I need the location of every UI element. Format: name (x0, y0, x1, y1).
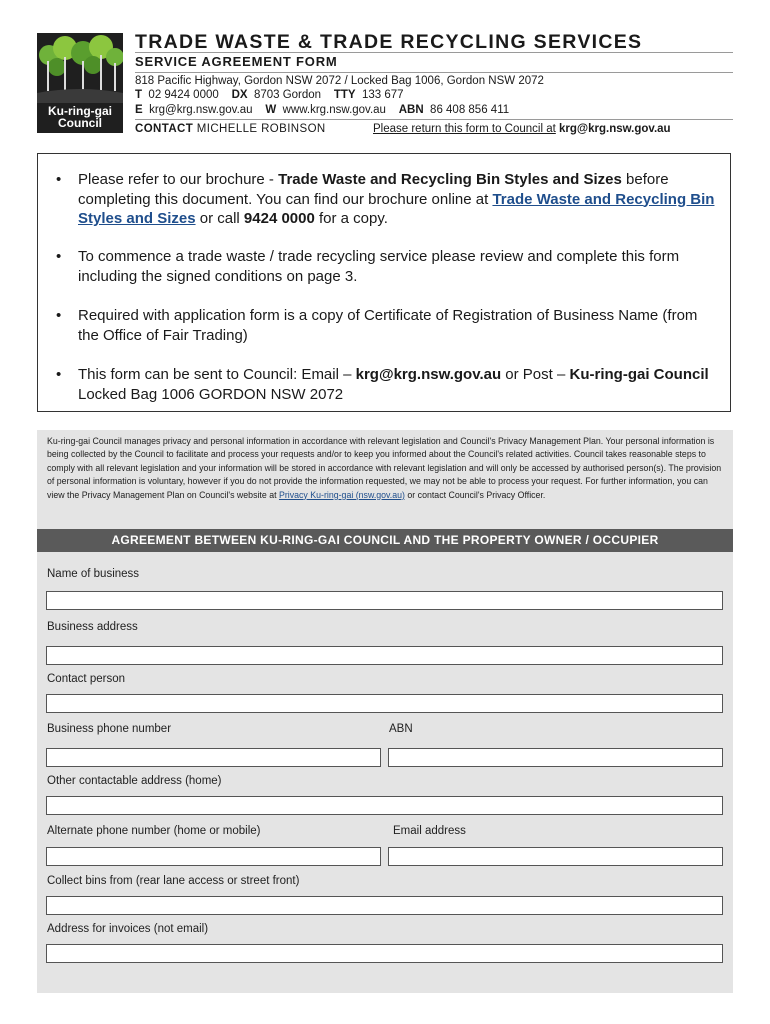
council-address: 818 Pacific Highway, Gordon NSW 2072 / Locked Bag 1006, Gordon NSW 2072 (135, 75, 544, 87)
email-input[interactable] (388, 847, 723, 866)
privacy-link[interactable]: Privacy Ku-ring-gai (nsw.gov.au) (278, 489, 405, 500)
business-name-input[interactable] (46, 591, 723, 610)
agreement-heading: AGREEMENT BETWEEN KU-RING-GAI COUNCIL AND THE PROPERTY OWNER / OCCUPIER (37, 529, 733, 552)
alt-phone-label: Alternate phone number (home or mobile) (47, 825, 261, 837)
trees-icon (37, 33, 123, 103)
subtitle-divider (135, 72, 733, 73)
title-divider (135, 52, 733, 53)
email-label: Email address (393, 825, 466, 837)
business-phone-input[interactable] (46, 748, 381, 767)
page-title: TRADE WASTE & TRADE RECYCLING SERVICES (135, 31, 643, 53)
privacy-notice: Ku-ring-gai Council manages privacy and personal information in accordance with relevant legislation and Council's Privacy Management Plan. Your personal information is being collected by the Council to facilitate and process your requests and/or to keep you informed about the Council's related activities. Council takes reasonable steps to comply with all relevant legislation and your information will be stored in accordance with relevant legislation and will only be accessed by authorised person(s). The provision of personal information is voluntary, however if you do not provide the information requested, we may not be able to process your request. For further information, you can view the Privacy Management Plan on Council's website at Privacy Ku-ring-gai (nsw.gov.au) or contact Council's Privacy Officer. (47, 436, 722, 500)
business-name-label: Name of business (47, 568, 140, 580)
invoice-address-input[interactable] (46, 944, 723, 963)
email-web-line: E krg@krg.nsw.gov.au W www.krg.nsw.gov.au ABN 86 408 856 411 (135, 104, 510, 116)
other-address-input[interactable] (46, 796, 723, 815)
business-address-input[interactable] (46, 646, 723, 665)
bullet-brochure: • Please refer to our brochure - Trade Waste and Recycling Bin Styles and Sizes before completing this document. You can find our brochure online at Trade Waste and Recycling Bin Styles and Sizes or call 9424 0000 for a copy. (78, 170, 718, 229)
logo-line2: Council (58, 116, 102, 130)
phone-line: T 02 9424 0000 DX 8703 Gordon TTY 133 677 (135, 89, 404, 101)
invoice-address-label: Address for invoices (not email) (47, 923, 209, 935)
collect-bins-input[interactable] (46, 896, 723, 915)
business-phone-label: Business phone number (47, 723, 172, 735)
bullet-required: • Required with application form is a copy of Certificate of Registration of Business Name (from the Office of Fair Trading) (78, 306, 718, 345)
contact-person-label: Contact person (47, 673, 125, 685)
abn-label: ABN (389, 723, 413, 735)
bullet-commence: • To commence a trade waste / trade recycling service please review and complete this form including the signed conditions on page 3. (78, 247, 718, 286)
agreement-panel (37, 430, 733, 993)
collect-bins-label: Collect bins from (rear lane access or street front) (47, 875, 300, 887)
bullet-send: • This form can be sent to Council: Email – krg@krg.nsw.gov.au or Post – Ku-ring-gai Council Locked Bag 1006 GORDON NSW 2072 (78, 365, 718, 404)
instructions-box (37, 153, 731, 412)
council-logo (37, 33, 123, 133)
logo-line1: Ku-ring-gai (48, 104, 112, 118)
other-address-label: Other contactable address (home) (47, 775, 222, 787)
business-address-label: Business address (47, 621, 138, 633)
info-divider (135, 119, 733, 120)
alt-phone-input[interactable] (46, 847, 381, 866)
brochure-link[interactable]: Trade Waste and Recycling Bin Styles and Sizes (78, 190, 715, 227)
contact-person-input[interactable] (46, 694, 723, 713)
page-subtitle: SERVICE AGREEMENT FORM (135, 54, 338, 69)
abn-input[interactable] (388, 748, 723, 767)
return-instruction: Please return this form to Council at krg@krg.nsw.gov.au (373, 123, 671, 135)
contact-line: CONTACT MICHELLE ROBINSON (135, 123, 326, 135)
